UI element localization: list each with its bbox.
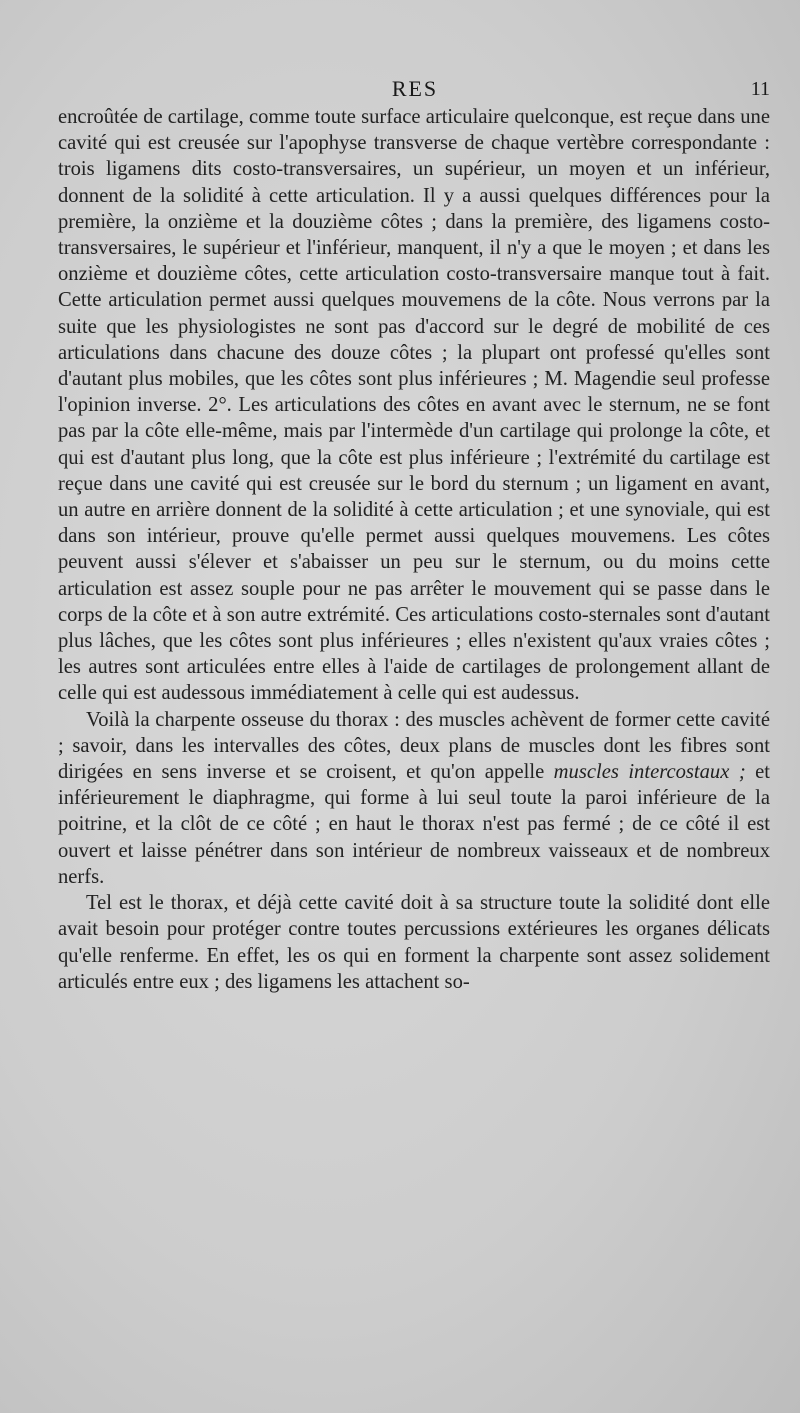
paragraph-2-part-a: Voilà la charpente osseuse du thorax : des muscles achèvent de former cette cavité ; savoir, dans les intervalles des côtes, deux plans de muscles dont les fibres sont dirigées en sens inverse et se croisent, et qu'on appelle <box>58 708 770 784</box>
body-text <box>58 104 770 995</box>
paragraph-1: encroûtée de cartilage, comme toute surface articulaire quelconque, est reçue dans une cavité qui est creusée sur l'apophyse transverse de chaque vertèbre correspondante : trois ligamens dits costo-transversaires, un supérieur, un moyen et un inférieur, donnent de la solidité à cette articulation. Il y a aussi quelques différences pour la première, la onzième et la douzième côtes ; dans la première, des ligamens costo-transversaires, le supérieur et l'inférieur, manquent, il n'y a que le moyen ; et dans les onzième et douzième côtes, cette articulation costo-transversaire manque tout à fait. Cette articulation permet aussi quelques mouvemens de la côte. Nous verrons par la suite que les physiologistes ne sont pas d'accord sur le degré de mobilité de ces articulations dans chacune des douze côtes ; la plupart ont professé qu'elles sont d'autant plus mobiles, que les côtes sont plus inférieures ; M. Magendie seul professe l'opinion inverse. 2°. Les articulations des côtes en avant avec le sternum, ne se font pas par la côte elle-même, mais par l'intermède d'un cartilage qui prolonge la côte, et qui est d'autant plus long, que la côte est plus inférieure ; l'extrémité du cartilage est reçue dans une cavité qui est creusée sur le bord du sternum ; un ligament en avant, un autre en arrière donnent de la solidité à cette articulation ; et une synoviale, qui est dans son intérieur, prouve qu'elle permet aussi quelques mouvemens. Les côtes peuvent aussi s'élever et s'abaisser un peu sur le sternum, ou du moins cette articulation est assez souple pour ne pas arrêter le mouvement qui se passe dans le corps de la côte et à son autre extrémité. Ces articulations costo-sternales sont d'autant plus lâches, que les côtes sont plus inférieures ; elles n'existent qu'aux vraies côtes ; les autres sont articulées entre elles à l'aide de cartilages de prolongement allant de celle qui est audessous immédiatement à celle qui est audessus. <box>58 106 770 705</box>
running-head: RES <box>391 76 439 101</box>
italic-term: muscles intercostaux ; <box>553 761 746 784</box>
page-number: 11 <box>750 78 770 100</box>
paragraph-2-part-b: et inférieurement le diaphragme, qui forme à lui seul toute la paroi inférieure de la poitrine, et la clôt de ce côté ; en haut le thorax n'est pas fermé ; de ce côté il est ouvert et laisse pénétrer dans son intérieur de nombreux vaisseaux et de nombreux nerfs. <box>58 761 771 888</box>
page-header <box>60 76 770 106</box>
paragraph-2 <box>58 707 770 890</box>
paragraph-3: Tel est le thorax, et déjà cette cavité doit à sa structure toute la solidité dont elle avait besoin pour protéger contre toutes percussions extérieures les organes délicats qu'elle renferme. En effet, les os qui en forment la charpente sont assez solidement articulés entre eux ; des ligamens les attachent so- <box>58 892 770 993</box>
